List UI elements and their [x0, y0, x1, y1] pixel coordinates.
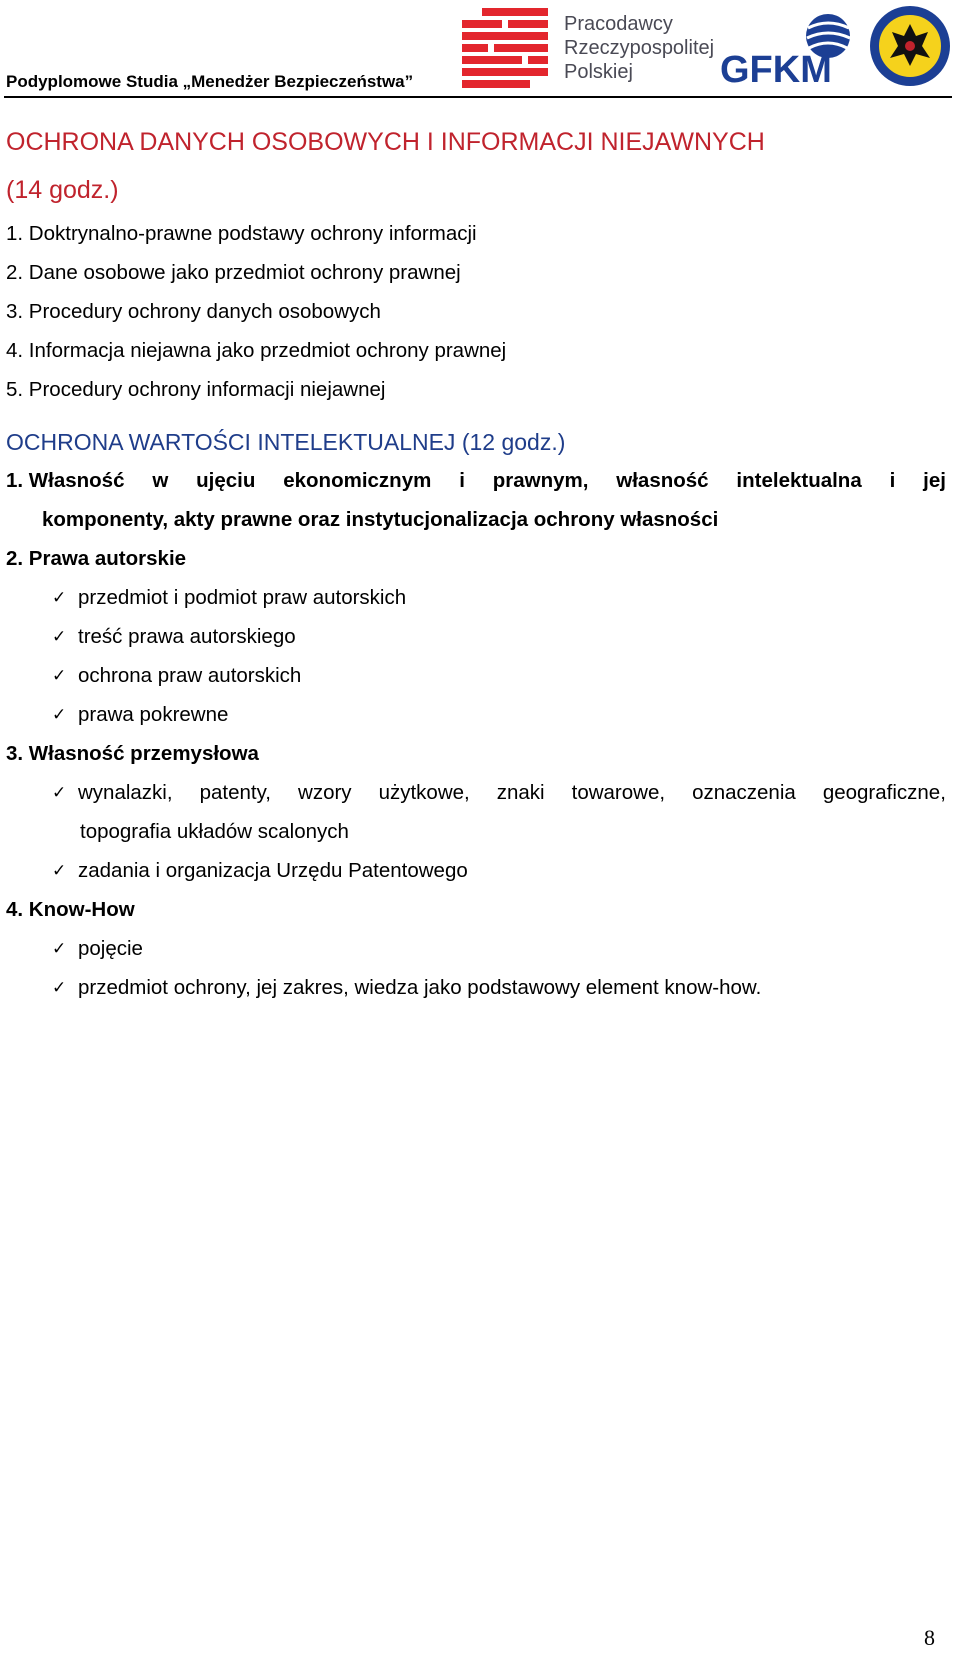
- gfkm-logo-text: GFKM: [720, 49, 832, 86]
- checklist-item: [6, 695, 946, 734]
- word: jej: [923, 469, 946, 492]
- page-content: [6, 118, 946, 1007]
- check-icon: ✓: [52, 939, 67, 958]
- check-icon: ✓: [52, 978, 67, 997]
- header-divider: [4, 96, 952, 98]
- section2-item2-title: 2. Prawa autorskie: [6, 547, 187, 570]
- check-icon: ✓: [52, 666, 67, 685]
- check-icon: ✓: [52, 861, 67, 880]
- checklist-item: [6, 773, 946, 812]
- pracodawcy-logo-text: [564, 12, 714, 84]
- word: znaki: [496, 781, 545, 804]
- word: wynalazki,: [78, 781, 173, 804]
- checklist-item: [6, 617, 946, 656]
- word: 1. Własność: [6, 469, 125, 492]
- university-seal-logo: [868, 2, 952, 90]
- checklist-item: [6, 578, 946, 617]
- check-icon: ✓: [52, 783, 67, 802]
- word: geograficzne,: [822, 781, 946, 804]
- word: prawnym,: [492, 469, 589, 492]
- gfkm-logo: [718, 10, 866, 86]
- checklist-item: [6, 656, 946, 695]
- header-title: Podyplomowe Studia „Menedżer Bezpieczeństwa”: [6, 72, 414, 91]
- section1-item: 1. Doktrynalno-prawne podstawy ochrony informacji: [6, 222, 477, 245]
- section2-title: OCHRONA WARTOŚCI INTELEKTUALNEJ (12 godz.): [6, 429, 566, 455]
- word: patenty,: [199, 781, 271, 804]
- word: i: [459, 469, 465, 492]
- word: i: [889, 469, 896, 492]
- checklist-item: [6, 851, 946, 890]
- section1-item: 3. Procedury ochrony danych osobowych: [6, 300, 381, 323]
- section1-item: 5. Procedury ochrony informacji niejawnej: [6, 378, 386, 401]
- section1-title: OCHRONA DANYCH OSOBOWYCH I INFORMACJI NIEJAWNYCH: [6, 128, 765, 156]
- section1-item: 2. Dane osobowe jako przedmiot ochrony prawnej: [6, 261, 461, 284]
- word: oznaczenia: [692, 781, 796, 804]
- word: ujęciu: [196, 469, 256, 492]
- section1-item: 4. Informacja niejawna jako przedmiot ochrony prawnej: [6, 339, 507, 362]
- checklist-text: przedmiot ochrony, jej zakres, wiedza jako podstawowy element know-how.: [78, 976, 762, 999]
- checklist-text: pojęcie: [78, 937, 143, 960]
- word: własność: [616, 469, 709, 492]
- check-icon: ✓: [52, 588, 67, 607]
- section2-item4-title: 4. Know-How: [6, 898, 135, 921]
- checklist-text: prawa pokrewne: [78, 703, 229, 726]
- section2-item1: [6, 461, 946, 500]
- check-icon: ✓: [52, 627, 67, 646]
- checklist-item: [6, 929, 946, 968]
- checklist-item-continuation: topografia układów scalonych: [80, 820, 349, 843]
- word: użytkowe,: [378, 781, 470, 804]
- section2-item1-continuation: komponenty, akty prawne oraz instytucjonalizacja ochrony własności: [42, 508, 719, 531]
- pracodawcy-line: Polskiej: [564, 61, 633, 83]
- page-header: [0, 0, 952, 98]
- checklist-text: zadania i organizacja Urzędu Patentowego: [78, 859, 468, 882]
- word: towarowe,: [571, 781, 666, 804]
- word: intelektualna: [736, 469, 862, 492]
- section1-hours: (14 godz.): [6, 176, 119, 204]
- checklist-text: treść prawa autorskiego: [78, 625, 296, 648]
- checklist-text: przedmiot i podmiot praw autorskich: [78, 586, 407, 609]
- section2-item3-title: 3. Własność przemysłowa: [6, 742, 259, 765]
- check-icon: ✓: [52, 705, 67, 724]
- page-number: 8: [924, 1625, 935, 1650]
- checklist-text: ochrona praw autorskich: [78, 664, 302, 687]
- word: wzory: [298, 781, 352, 804]
- pracodawcy-flag-logo: [462, 8, 548, 88]
- word: w: [152, 469, 169, 492]
- checklist-item: [6, 968, 946, 1007]
- word: ekonomicznym: [283, 469, 432, 492]
- pracodawcy-line: Rzeczypospolitej: [564, 37, 715, 59]
- pracodawcy-line: Pracodawcy: [564, 13, 673, 35]
